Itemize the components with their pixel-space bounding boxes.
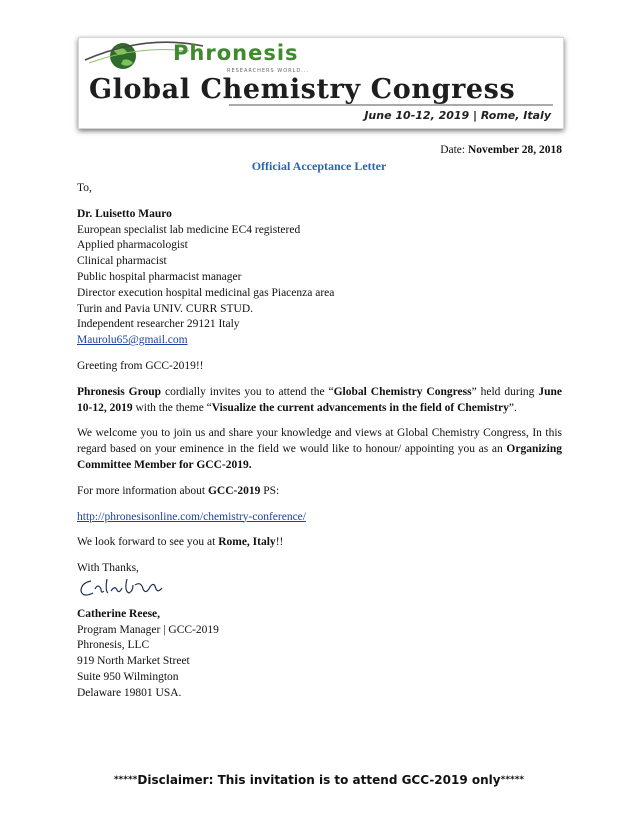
role-text: Organizing Committee Member for GCC-2019.	[77, 443, 562, 471]
event-title: Global Chemistry Congress	[89, 74, 516, 105]
signer-name: Catherine Reese,	[77, 607, 161, 620]
date-value: November 28, 2018	[467, 144, 562, 156]
recipient-line: Public hospital pharmacist manager	[77, 270, 242, 283]
recipient-name: Dr. Luisetto Mauro	[77, 207, 172, 220]
letter-date	[440, 144, 562, 156]
more-info-line: For more information about GCC-2019 PS:	[77, 484, 280, 497]
event-place: Rome, Italy	[218, 536, 276, 549]
letter-body	[77, 181, 562, 702]
brand-tagline: RESEARCHERS WORLD...	[227, 68, 310, 74]
signer-line: Program Manager | GCC-2019	[77, 623, 219, 636]
date-label: Date:	[440, 144, 466, 156]
event-code: GCC-2019	[207, 484, 261, 497]
signer-line: Phronesis, LLC	[77, 639, 150, 652]
letter-heading: Official Acceptance Letter	[251, 159, 387, 173]
event-dates: June 10-12, 2019 | Rome, Italy	[364, 109, 551, 122]
event-dates-text: June 10-12, 2019	[77, 385, 562, 414]
signer-line: Delaware 19801 USA.	[77, 686, 182, 699]
invitation-paragraph: Phronesis Group cordially invites you to attend the “Global Chemistry Congress” held during June 10-12, 2019 with the theme “Visualize the current advancements in the field of Chemistry”.	[77, 385, 562, 414]
recipient-line: Applied pharmacologist	[77, 239, 188, 252]
look-forward-line: We look forward to see you at Rome, Italy!!	[77, 536, 284, 549]
handwritten-signature	[77, 575, 197, 599]
disclaimer-text: Disclaimer: This invitation is to attend GCC-2019 only	[137, 773, 501, 787]
recipient-line: Director execution hospital medicinal gas Piacenza area	[77, 286, 335, 299]
brand-name: Phronesis	[173, 41, 299, 65]
salutation: To,	[77, 182, 92, 194]
org-name: Phronesis Group	[77, 385, 162, 398]
event-banner	[78, 37, 564, 129]
greeting: Greeting from GCC-2019!!	[77, 359, 204, 372]
disclaimer: *****Disclaimer: This invitation is to attend GCC-2019 only*****	[113, 773, 525, 787]
signer-line: Suite 950 Wilmington	[77, 670, 179, 683]
recipient-line: Independent researcher 29121 Italy	[77, 318, 240, 331]
event-name: Global Chemistry Congress	[333, 385, 472, 398]
conference-link[interactable]: http://phronesisonline.com/chemistry-conference/	[77, 510, 306, 523]
recipient-line: Clinical pharmacist	[77, 255, 167, 268]
event-theme: Visualize the current advancements in the field of Chemistry	[211, 401, 509, 414]
recipient-line: Turin and Pavia UNIV. CURR STUD.	[77, 302, 254, 315]
recipient-address	[77, 207, 562, 349]
closing: With Thanks,	[77, 562, 139, 575]
signer-line: 919 North Market Street	[77, 655, 190, 668]
recipient-line: European specialist lab medicine EC4 registered	[77, 223, 301, 236]
signature-block	[77, 575, 562, 702]
welcome-paragraph: We welcome you to join us and share your knowledge and views at Global Chemistry Congress, In this regard based on your eminence in the field we would like to honour/ appointing you as an Organizing Committee Member for GCC-2019.	[77, 427, 562, 471]
recipient-email-link[interactable]: Maurolu65@gmail.com	[77, 334, 188, 347]
